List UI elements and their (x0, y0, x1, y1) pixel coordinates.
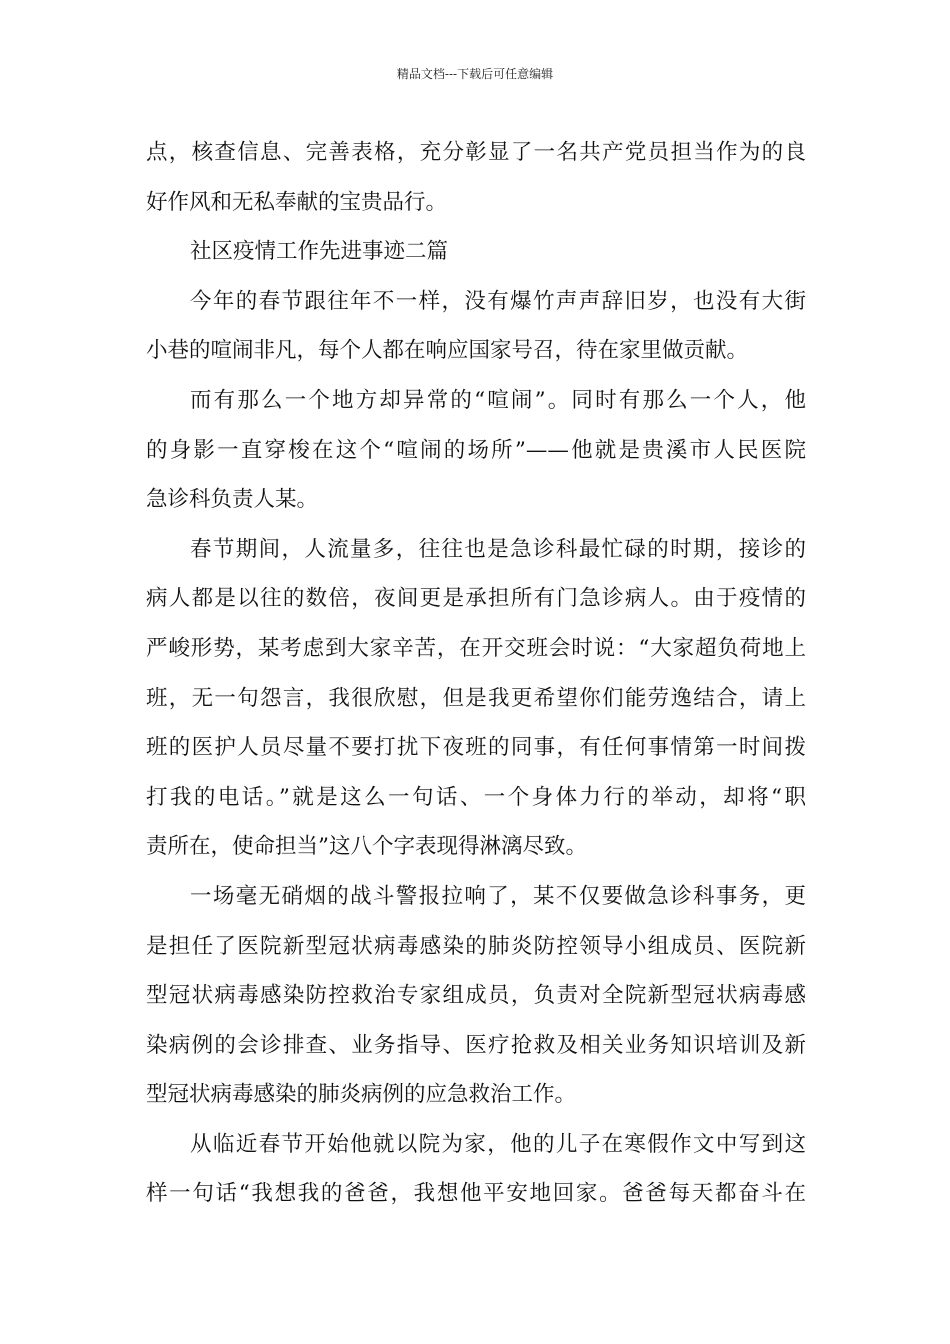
text-line: 急诊科负责人某。 (146, 487, 319, 513)
text-line: 打我的电话。”就是这么一句话、一个身体力行的举动，却将“职 (146, 784, 806, 810)
text-line: 班的医护人员尽量不要打扰下夜班的同事，有任何事情第一时间拨 (146, 735, 806, 761)
text-line: 社区疫情工作先进事迹二篇 (190, 239, 449, 265)
text-line: 班，无一句怨言，我很欣慰，但是我更希望你们能劳逸结合，请上 (146, 685, 806, 711)
text-line: 样一句话“我想我的爸爸，我想他平安地回家。爸爸每天都奋斗在 (146, 1181, 806, 1207)
text-line: 好作风和无私奉献的宝贵品行。 (146, 189, 448, 215)
text-line: 一场毫无硝烟的战斗警报拉响了，某不仅要做急诊科事务，更 (190, 883, 806, 909)
text-line: 型冠状病毒感染防控救治专家组成员，负责对全院新型冠状病毒感 (146, 983, 806, 1009)
page-header: 精品文档---下载后可任意编辑 (396, 67, 554, 81)
text-line: 严峻形势，某考虑到大家辛苦，在开交班会时说：“大家超负荷地上 (146, 635, 806, 661)
text-line: 染病例的会诊排查、业务指导、医疗抢救及相关业务知识培训及新 (146, 1032, 806, 1058)
text-line: 的身影一直穿梭在这个“喧闹的场所”——他就是贵溪市人民医院 (146, 437, 806, 463)
text-line: 责所在，使命担当”这八个字表现得淋漓尽致。 (146, 834, 587, 860)
text-line: 型冠状病毒感染的肺炎病例的应急救治工作。 (146, 1082, 577, 1108)
text-line: 从临近春节开始他就以院为家，他的儿子在寒假作文中写到这 (190, 1131, 806, 1157)
text-line: 小巷的喧闹非凡，每个人都在响应国家号召，待在家里做贡献。 (146, 338, 749, 364)
document-body (146, 128, 806, 1219)
text-line: 是担任了医院新型冠状病毒感染的肺炎防控领导小组成员、医院新 (146, 933, 806, 959)
text-line: 点，核查信息、完善表格，充分彰显了一名共产党员担当作为的良 (146, 140, 806, 165)
text-line: 今年的春节跟往年不一样，没有爆竹声声辞旧岁，也没有大街 (190, 288, 806, 314)
text-line: 病人都是以往的数倍，夜间更是承担所有门急诊病人。由于疫情的 (146, 586, 806, 612)
text-line: 春节期间，人流量多，往往也是急诊科最忙碌的时期，接诊的 (190, 536, 806, 562)
text-line: 而有那么一个地方却异常的“喧闹”。同时有那么一个人，他 (190, 387, 806, 413)
